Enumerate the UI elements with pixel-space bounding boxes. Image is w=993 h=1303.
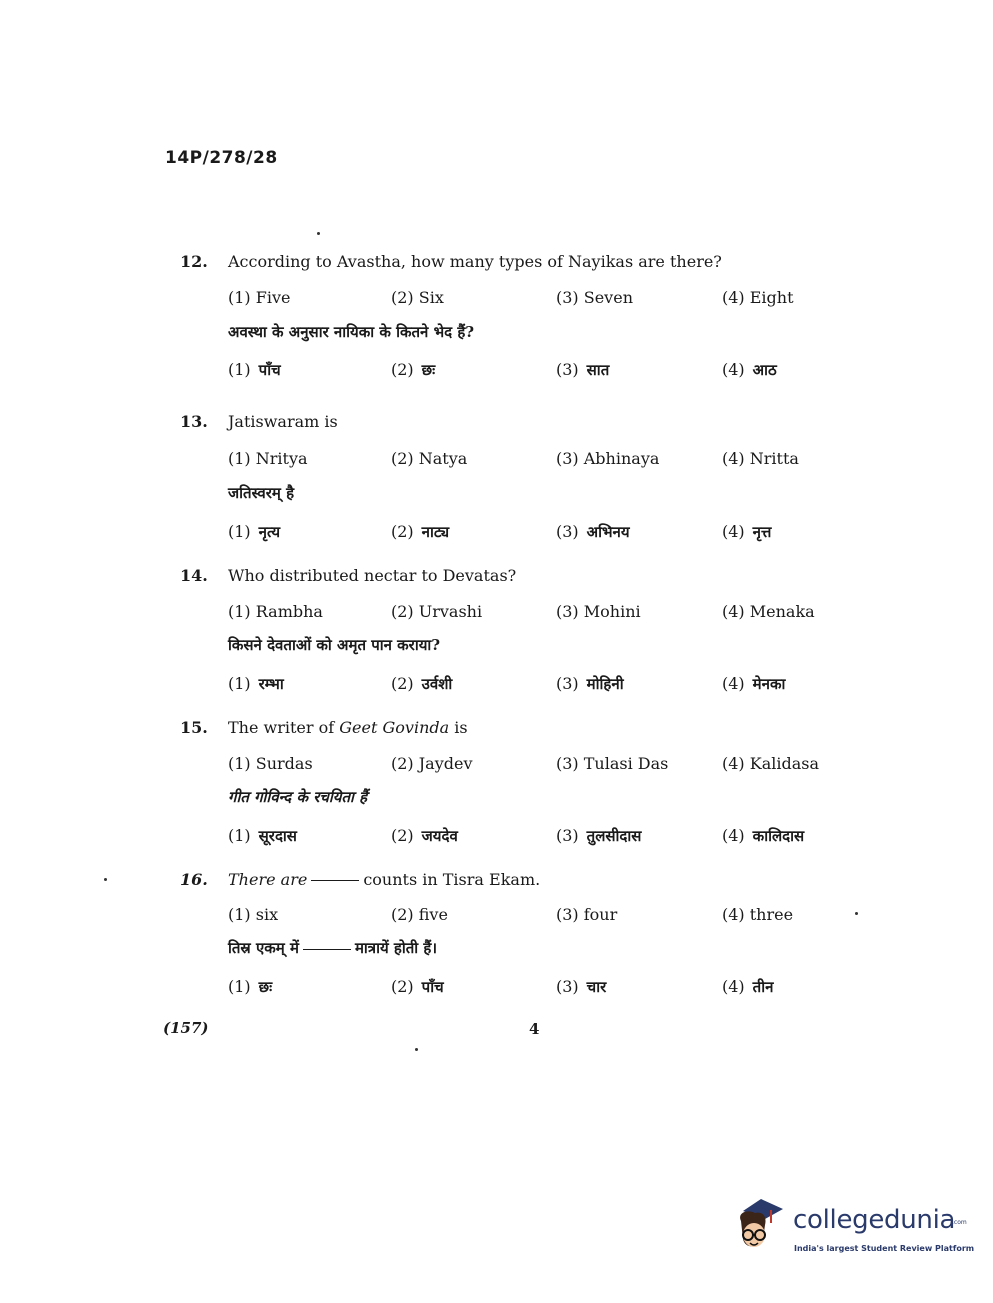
question-text: Jatiswaram is bbox=[228, 412, 338, 431]
option-4: (4) Menaka bbox=[722, 602, 815, 621]
option-2-hindi: (2) जयदेव bbox=[391, 826, 458, 845]
option-1: (1) six bbox=[228, 905, 279, 924]
options-english bbox=[0, 288, 993, 312]
option-3-hindi: (3) तुलसीदास bbox=[556, 826, 642, 845]
option-4-hindi: (4) मेनका bbox=[722, 674, 786, 693]
options-hindi bbox=[0, 674, 993, 698]
option-4: (4) Kalidasa bbox=[722, 754, 820, 773]
question-text-hindi: जतिस्वरम् है bbox=[228, 484, 295, 502]
option-1: (1) Surdas bbox=[228, 754, 313, 773]
options-english bbox=[0, 602, 993, 626]
option-2: (2) Jaydev bbox=[391, 754, 473, 773]
logo-brand: collegedunia bbox=[793, 1205, 956, 1235]
option-1: (1) Rambha bbox=[228, 602, 323, 621]
options-hindi bbox=[0, 826, 993, 850]
option-2-hindi: (2) उर्वशी bbox=[391, 674, 453, 693]
answer-blank bbox=[311, 880, 359, 881]
question-number: 16. bbox=[180, 870, 208, 889]
question-number: 13. bbox=[180, 412, 208, 431]
footer-code: (157) bbox=[163, 1019, 209, 1037]
options-english bbox=[0, 449, 993, 473]
collegedunia-logo bbox=[733, 1195, 975, 1265]
option-2-hindi: (2) पाँच bbox=[391, 977, 444, 996]
option-3-hindi: (3) मोहिनी bbox=[556, 674, 624, 693]
option-2-hindi: (2) छः bbox=[391, 360, 436, 379]
option-4: (4) Eight bbox=[722, 288, 794, 307]
question-text-hindi: अवस्था के अनुसार नायिका के कितने भेद हैं? bbox=[228, 323, 475, 341]
options-hindi bbox=[0, 522, 993, 546]
book-title: Geet Govinda bbox=[339, 718, 450, 737]
option-3: (3) Tulasi Das bbox=[556, 754, 669, 773]
page-number: 4 bbox=[529, 1020, 540, 1038]
logo-domain: .com bbox=[952, 1219, 967, 1226]
question-text: There are counts in Tisra Ekam. bbox=[228, 870, 541, 889]
scan-speck bbox=[317, 232, 320, 235]
option-2-hindi: (2) नाट्य bbox=[391, 522, 450, 541]
question-text: Who distributed nectar to Devatas? bbox=[228, 566, 517, 585]
option-1-hindi: (1) छः bbox=[228, 977, 273, 996]
option-4-hindi: (4) आठ bbox=[722, 360, 777, 379]
question-number: 14. bbox=[180, 566, 208, 585]
scan-speck bbox=[104, 878, 107, 881]
scan-speck bbox=[855, 912, 858, 915]
option-4-hindi: (4) कालिदास bbox=[722, 826, 805, 845]
mascot-icon bbox=[733, 1195, 791, 1257]
question-text-hindi: किसने देवताओं को अमृत पान कराया? bbox=[228, 636, 441, 654]
option-1-hindi: (1) सूरदास bbox=[228, 826, 297, 845]
question-text-hindi: तिस्र एकम् में मात्रायें होती हैं। bbox=[228, 939, 438, 957]
question-number: 15. bbox=[180, 718, 208, 737]
option-2: (2) Urvashi bbox=[391, 602, 483, 621]
question-number: 12. bbox=[180, 252, 208, 271]
option-2: (2) five bbox=[391, 905, 448, 924]
option-1: (1) Five bbox=[228, 288, 291, 307]
answer-blank-hindi bbox=[303, 949, 351, 950]
options-english bbox=[0, 754, 993, 778]
options-hindi bbox=[0, 360, 993, 384]
option-4-hindi: (4) नृत्त bbox=[722, 522, 772, 541]
option-1-hindi: (1) पाँच bbox=[228, 360, 281, 379]
logo-tagline: India's largest Student Review Platform bbox=[794, 1244, 975, 1253]
option-3: (3) Mohini bbox=[556, 602, 641, 621]
option-3: (3) Abhinaya bbox=[556, 449, 660, 468]
option-2: (2) Six bbox=[391, 288, 444, 307]
option-3: (3) Seven bbox=[556, 288, 633, 307]
question-text: The writer of Geet Govinda is bbox=[228, 718, 468, 737]
options-english bbox=[0, 905, 993, 929]
option-3-hindi: (3) चार bbox=[556, 977, 607, 996]
option-3-hindi: (3) सात bbox=[556, 360, 610, 379]
options-hindi bbox=[0, 977, 993, 1001]
option-4: (4) three bbox=[722, 905, 794, 924]
option-2: (2) Natya bbox=[391, 449, 468, 468]
option-3: (3) four bbox=[556, 905, 618, 924]
option-4: (4) Nritta bbox=[722, 449, 799, 468]
option-1-hindi: (1) रम्भा bbox=[228, 674, 284, 693]
question-text-hindi: गीत गोविन्द के रचयिता हैं bbox=[228, 788, 368, 806]
option-4-hindi: (4) तीन bbox=[722, 977, 774, 996]
page-code: 14P/278/28 bbox=[165, 148, 278, 168]
option-1-hindi: (1) नृत्य bbox=[228, 522, 281, 541]
scan-speck bbox=[415, 1048, 418, 1051]
option-1: (1) Nritya bbox=[228, 449, 308, 468]
question-text: According to Avastha, how many types of Nayikas are there? bbox=[228, 252, 722, 271]
option-3-hindi: (3) अभिनय bbox=[556, 522, 630, 541]
